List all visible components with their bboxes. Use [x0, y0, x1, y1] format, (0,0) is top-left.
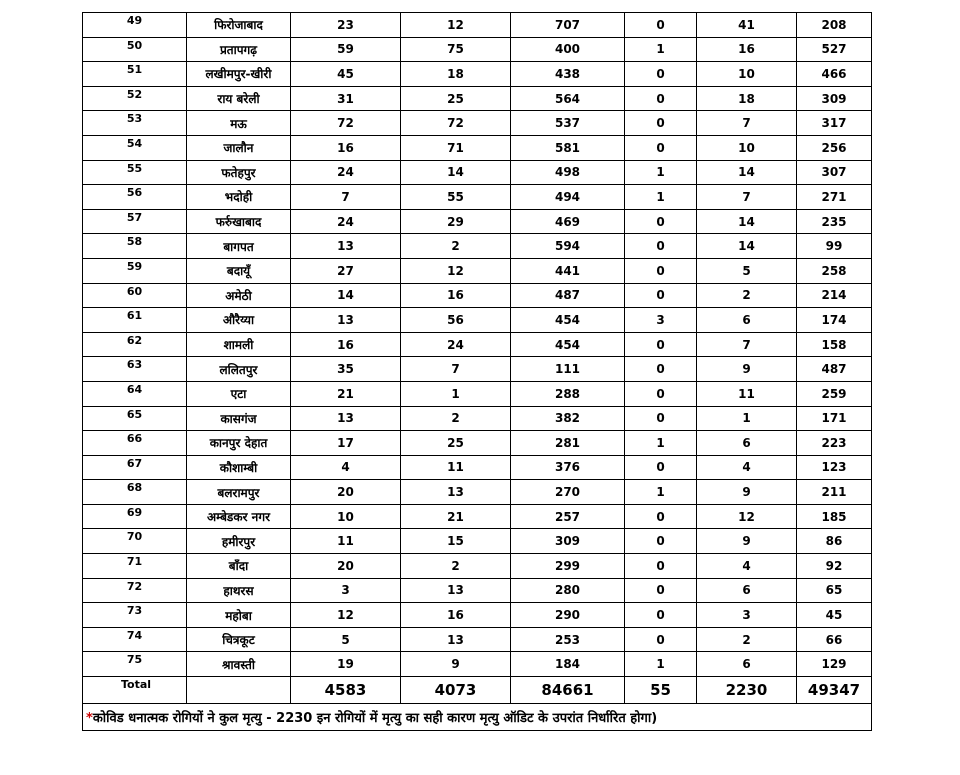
total-blank-cell: [187, 677, 291, 704]
value-cell-c6: 211: [797, 480, 872, 505]
footnote-text: कोविड धनात्मक रोगियों ने कुल मृत्यु - 2230 इन रोगियों में मृत्यु का सही कारण मृत्यु ऑडिट के उपरांत निर्धारित होगा): [92, 711, 658, 727]
value-cell-c2: 12: [401, 258, 511, 283]
footnote-marker: *: [86, 711, 93, 727]
value-cell-c6: 99: [797, 234, 872, 259]
value-cell-c4: 0: [625, 111, 697, 136]
value-cell-c5: 1: [697, 406, 797, 431]
value-cell-c6: 307: [797, 160, 872, 185]
value-cell-c1: 20: [291, 480, 401, 505]
district-name-cell: हाथरस: [187, 578, 291, 603]
value-cell-c4: 0: [625, 234, 697, 259]
district-name-cell: लखीमपुर-खीरी: [187, 62, 291, 87]
value-cell-c6: 466: [797, 62, 872, 87]
table-row: [83, 111, 872, 136]
district-name-cell: प्रतापगढ़: [187, 37, 291, 62]
value-cell-c5: 2: [697, 627, 797, 652]
value-cell-c5: 7: [697, 111, 797, 136]
value-cell-c4: 0: [625, 627, 697, 652]
value-cell-c5: 6: [697, 578, 797, 603]
serial-number-cell: 64: [83, 381, 187, 406]
value-cell-c5: 14: [697, 234, 797, 259]
value-cell-c4: 1: [625, 185, 697, 210]
value-cell-c5: 9: [697, 357, 797, 382]
value-cell-c4: 1: [625, 37, 697, 62]
value-cell-c4: 0: [625, 603, 697, 628]
district-name-cell: हमीरपुर: [187, 529, 291, 554]
value-cell-c3: 270: [511, 480, 625, 505]
value-cell-c6: 258: [797, 258, 872, 283]
table-row: [83, 258, 872, 283]
value-cell-c6: 185: [797, 504, 872, 529]
value-cell-c4: 3: [625, 308, 697, 333]
value-cell-c4: 1: [625, 160, 697, 185]
value-cell-c3: 438: [511, 62, 625, 87]
serial-number-cell: 63: [83, 357, 187, 382]
district-name-cell: भदोही: [187, 185, 291, 210]
district-name-cell: फिरोजाबाद: [187, 13, 291, 38]
value-cell-c4: 0: [625, 209, 697, 234]
value-cell-c2: 71: [401, 135, 511, 160]
value-cell-c6: 487: [797, 357, 872, 382]
value-cell-c2: 13: [401, 627, 511, 652]
value-cell-c1: 11: [291, 529, 401, 554]
value-cell-c5: 11: [697, 381, 797, 406]
serial-number-cell: 72: [83, 578, 187, 603]
value-cell-c1: 13: [291, 406, 401, 431]
serial-number-cell: 53: [83, 111, 187, 136]
serial-number-cell: 61: [83, 308, 187, 333]
value-cell-c6: 129: [797, 652, 872, 677]
table-row: [83, 652, 872, 677]
value-cell-c2: 29: [401, 209, 511, 234]
value-cell-c4: 1: [625, 480, 697, 505]
district-name-cell: मऊ: [187, 111, 291, 136]
value-cell-c4: 0: [625, 258, 697, 283]
value-cell-c6: 271: [797, 185, 872, 210]
value-cell-c3: 498: [511, 160, 625, 185]
value-cell-c3: 257: [511, 504, 625, 529]
value-cell-c1: 21: [291, 381, 401, 406]
district-name-cell: फर्रुखाबाद: [187, 209, 291, 234]
value-cell-c4: 0: [625, 381, 697, 406]
value-cell-c4: 0: [625, 283, 697, 308]
value-cell-c1: 31: [291, 86, 401, 111]
value-cell-c2: 2: [401, 234, 511, 259]
value-cell-c6: 92: [797, 554, 872, 579]
total-c2: 4073: [401, 677, 511, 704]
district-name-cell: कानपुर देहात: [187, 431, 291, 456]
table-row: [83, 554, 872, 579]
value-cell-c6: 45: [797, 603, 872, 628]
value-cell-c4: 0: [625, 554, 697, 579]
value-cell-c5: 6: [697, 431, 797, 456]
value-cell-c3: 382: [511, 406, 625, 431]
value-cell-c5: 6: [697, 308, 797, 333]
value-cell-c5: 14: [697, 160, 797, 185]
district-name-cell: बागपत: [187, 234, 291, 259]
district-name-cell: जालौन: [187, 135, 291, 160]
value-cell-c1: 7: [291, 185, 401, 210]
table-row: [83, 578, 872, 603]
table-row: [83, 185, 872, 210]
value-cell-c6: 214: [797, 283, 872, 308]
value-cell-c2: 2: [401, 406, 511, 431]
table-row: [83, 455, 872, 480]
table-row: [83, 381, 872, 406]
value-cell-c4: 0: [625, 332, 697, 357]
value-cell-c5: 4: [697, 455, 797, 480]
serial-number-cell: 49: [83, 13, 187, 38]
value-cell-c3: 184: [511, 652, 625, 677]
table-body: [83, 13, 872, 677]
district-name-cell: शामली: [187, 332, 291, 357]
serial-number-cell: 73: [83, 603, 187, 628]
value-cell-c1: 23: [291, 13, 401, 38]
table-row: [83, 504, 872, 529]
district-name-cell: बदायूँ: [187, 258, 291, 283]
serial-number-cell: 51: [83, 62, 187, 87]
value-cell-c2: 11: [401, 455, 511, 480]
value-cell-c6: 66: [797, 627, 872, 652]
value-cell-c4: 1: [625, 431, 697, 456]
value-cell-c4: 0: [625, 504, 697, 529]
value-cell-c2: 24: [401, 332, 511, 357]
serial-number-cell: 57: [83, 209, 187, 234]
total-c3: 84661: [511, 677, 625, 704]
table-row: [83, 234, 872, 259]
value-cell-c1: 35: [291, 357, 401, 382]
value-cell-c5: 7: [697, 185, 797, 210]
value-cell-c1: 3: [291, 578, 401, 603]
value-cell-c4: 0: [625, 578, 697, 603]
table-row: [83, 480, 872, 505]
value-cell-c5: 9: [697, 480, 797, 505]
value-cell-c2: 12: [401, 13, 511, 38]
value-cell-c3: 537: [511, 111, 625, 136]
value-cell-c4: 0: [625, 86, 697, 111]
value-cell-c6: 309: [797, 86, 872, 111]
value-cell-c5: 41: [697, 13, 797, 38]
value-cell-c2: 56: [401, 308, 511, 333]
value-cell-c6: 208: [797, 13, 872, 38]
value-cell-c1: 13: [291, 234, 401, 259]
district-name-cell: महोबा: [187, 603, 291, 628]
district-name-cell: अम्बेडकर नगर: [187, 504, 291, 529]
value-cell-c5: 2: [697, 283, 797, 308]
serial-number-cell: 70: [83, 529, 187, 554]
value-cell-c2: 16: [401, 603, 511, 628]
district-name-cell: एटा: [187, 381, 291, 406]
serial-number-cell: 52: [83, 86, 187, 111]
total-c4: 55: [625, 677, 697, 704]
value-cell-c2: 1: [401, 381, 511, 406]
value-cell-c2: 13: [401, 578, 511, 603]
district-name-cell: बाँदा: [187, 554, 291, 579]
value-cell-c1: 72: [291, 111, 401, 136]
table-row: [83, 406, 872, 431]
table-row: [83, 86, 872, 111]
value-cell-c6: 86: [797, 529, 872, 554]
district-name-cell: औरैय्या: [187, 308, 291, 333]
value-cell-c4: 0: [625, 135, 697, 160]
table-row: [83, 308, 872, 333]
value-cell-c3: 253: [511, 627, 625, 652]
value-cell-c3: 309: [511, 529, 625, 554]
value-cell-c3: 581: [511, 135, 625, 160]
serial-number-cell: 58: [83, 234, 187, 259]
district-name-cell: फतेहपुर: [187, 160, 291, 185]
value-cell-c3: 469: [511, 209, 625, 234]
table-row: [83, 332, 872, 357]
value-cell-c3: 494: [511, 185, 625, 210]
value-cell-c2: 18: [401, 62, 511, 87]
table-row: [83, 62, 872, 87]
value-cell-c4: 1: [625, 652, 697, 677]
value-cell-c1: 16: [291, 332, 401, 357]
value-cell-c4: 0: [625, 529, 697, 554]
serial-number-cell: 56: [83, 185, 187, 210]
value-cell-c2: 2: [401, 554, 511, 579]
value-cell-c3: 400: [511, 37, 625, 62]
value-cell-c6: 174: [797, 308, 872, 333]
total-c1: 4583: [291, 677, 401, 704]
value-cell-c1: 10: [291, 504, 401, 529]
value-cell-c1: 12: [291, 603, 401, 628]
table-row: [83, 283, 872, 308]
table-row: [83, 529, 872, 554]
value-cell-c1: 20: [291, 554, 401, 579]
value-cell-c3: 288: [511, 381, 625, 406]
value-cell-c6: 123: [797, 455, 872, 480]
value-cell-c6: 171: [797, 406, 872, 431]
value-cell-c2: 16: [401, 283, 511, 308]
value-cell-c1: 19: [291, 652, 401, 677]
value-cell-c4: 0: [625, 357, 697, 382]
table-row: [83, 431, 872, 456]
serial-number-cell: 54: [83, 135, 187, 160]
value-cell-c3: 564: [511, 86, 625, 111]
value-cell-c1: 13: [291, 308, 401, 333]
value-cell-c5: 4: [697, 554, 797, 579]
footnote-cell: [83, 704, 872, 731]
value-cell-c5: 3: [697, 603, 797, 628]
value-cell-c3: 441: [511, 258, 625, 283]
district-name-cell: राय बरेली: [187, 86, 291, 111]
value-cell-c5: 18: [697, 86, 797, 111]
serial-number-cell: 66: [83, 431, 187, 456]
value-cell-c6: 259: [797, 381, 872, 406]
value-cell-c2: 25: [401, 431, 511, 456]
value-cell-c6: 235: [797, 209, 872, 234]
serial-number-cell: 50: [83, 37, 187, 62]
serial-number-cell: 55: [83, 160, 187, 185]
table-row: [83, 37, 872, 62]
value-cell-c3: 454: [511, 308, 625, 333]
value-cell-c2: 15: [401, 529, 511, 554]
value-cell-c5: 10: [697, 135, 797, 160]
value-cell-c6: 158: [797, 332, 872, 357]
district-name-cell: बलरामपुर: [187, 480, 291, 505]
value-cell-c6: 317: [797, 111, 872, 136]
district-name-cell: कौशाम्बी: [187, 455, 291, 480]
value-cell-c5: 6: [697, 652, 797, 677]
value-cell-c1: 45: [291, 62, 401, 87]
value-cell-c5: 7: [697, 332, 797, 357]
value-cell-c1: 59: [291, 37, 401, 62]
value-cell-c4: 0: [625, 13, 697, 38]
district-name-cell: श्रावस्ती: [187, 652, 291, 677]
value-cell-c4: 0: [625, 406, 697, 431]
value-cell-c6: 256: [797, 135, 872, 160]
value-cell-c6: 223: [797, 431, 872, 456]
value-cell-c3: 707: [511, 13, 625, 38]
serial-number-cell: 69: [83, 504, 187, 529]
value-cell-c3: 290: [511, 603, 625, 628]
value-cell-c3: 111: [511, 357, 625, 382]
value-cell-c2: 14: [401, 160, 511, 185]
value-cell-c5: 16: [697, 37, 797, 62]
value-cell-c2: 55: [401, 185, 511, 210]
value-cell-c5: 9: [697, 529, 797, 554]
serial-number-cell: 68: [83, 480, 187, 505]
table-row: [83, 160, 872, 185]
value-cell-c1: 14: [291, 283, 401, 308]
value-cell-c2: 7: [401, 357, 511, 382]
serial-number-cell: 60: [83, 283, 187, 308]
total-label: Total: [83, 677, 187, 704]
serial-number-cell: 71: [83, 554, 187, 579]
value-cell-c3: 281: [511, 431, 625, 456]
serial-number-cell: 65: [83, 406, 187, 431]
total-c5: 2230: [697, 677, 797, 704]
total-row: [83, 677, 872, 704]
serial-number-cell: 59: [83, 258, 187, 283]
table-row: [83, 135, 872, 160]
value-cell-c1: 17: [291, 431, 401, 456]
serial-number-cell: 74: [83, 627, 187, 652]
table-row: [83, 13, 872, 38]
table-row: [83, 209, 872, 234]
value-cell-c3: 376: [511, 455, 625, 480]
district-name-cell: अमेठी: [187, 283, 291, 308]
value-cell-c5: 5: [697, 258, 797, 283]
total-c6: 49347: [797, 677, 872, 704]
value-cell-c3: 299: [511, 554, 625, 579]
value-cell-c2: 72: [401, 111, 511, 136]
value-cell-c1: 24: [291, 160, 401, 185]
district-name-cell: कासगंज: [187, 406, 291, 431]
table-row: [83, 357, 872, 382]
value-cell-c5: 14: [697, 209, 797, 234]
footnote-row: [83, 704, 872, 731]
value-cell-c1: 5: [291, 627, 401, 652]
value-cell-c1: 16: [291, 135, 401, 160]
value-cell-c5: 12: [697, 504, 797, 529]
value-cell-c5: 10: [697, 62, 797, 87]
serial-number-cell: 62: [83, 332, 187, 357]
district-stats-table: [82, 12, 872, 731]
table-row: [83, 603, 872, 628]
district-name-cell: ललितपुर: [187, 357, 291, 382]
value-cell-c2: 25: [401, 86, 511, 111]
value-cell-c1: 24: [291, 209, 401, 234]
value-cell-c6: 65: [797, 578, 872, 603]
district-name-cell: चित्रकूट: [187, 627, 291, 652]
value-cell-c4: 0: [625, 455, 697, 480]
value-cell-c2: 13: [401, 480, 511, 505]
value-cell-c1: 4: [291, 455, 401, 480]
value-cell-c3: 594: [511, 234, 625, 259]
value-cell-c3: 454: [511, 332, 625, 357]
serial-number-cell: 75: [83, 652, 187, 677]
value-cell-c6: 527: [797, 37, 872, 62]
value-cell-c3: 487: [511, 283, 625, 308]
value-cell-c2: 75: [401, 37, 511, 62]
value-cell-c2: 21: [401, 504, 511, 529]
serial-number-cell: 67: [83, 455, 187, 480]
value-cell-c1: 27: [291, 258, 401, 283]
value-cell-c2: 9: [401, 652, 511, 677]
value-cell-c3: 280: [511, 578, 625, 603]
value-cell-c4: 0: [625, 62, 697, 87]
table-row: [83, 627, 872, 652]
